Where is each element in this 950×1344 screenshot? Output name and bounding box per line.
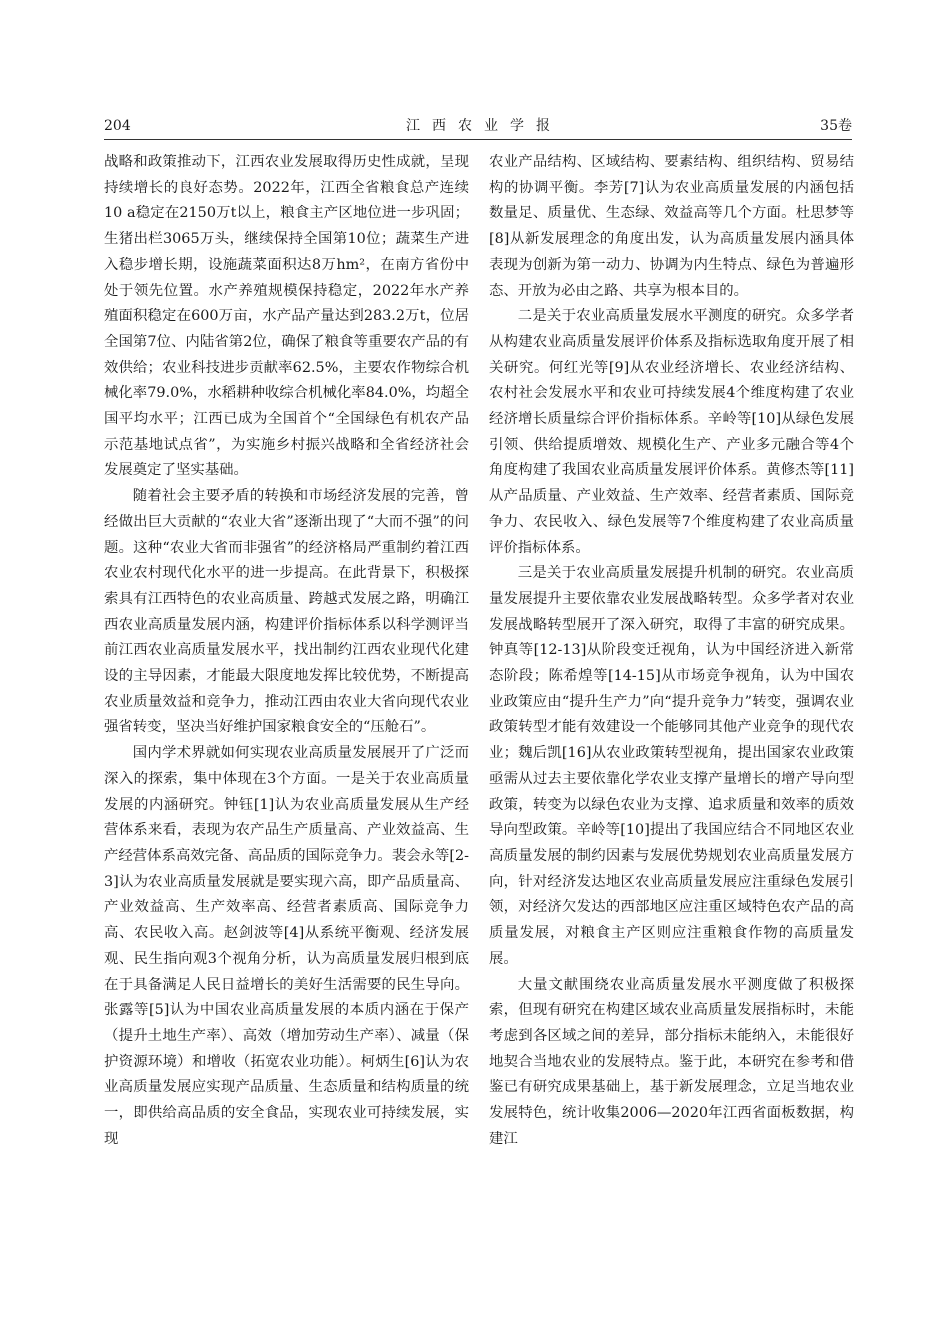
running-header (104, 116, 852, 138)
paragraph: 国内学术界就如何实现农业高质量发展展开了广泛而深入的探索，集中体现在3个方面。一是关于农业高质量发展的内涵研究。钟钰[1]认为农业高质量发展从生产经营体系来看，表现为农产品生产质量高、产业效益高、生产经营体系高效完备、高品质的国际竞争力。裴会永等[2-3]认为农业高质量发展就是要实现六高，即产品质量高、产业效益高、生产效率高、经营者素质高、国际竞争力高、农民收入高。赵剑波等[4]从系统平衡观、经济发展观、民生指向观3个视角分析，认为高质量发展归根到底在于具备满足人民日益增长的美好生活需要的民生导向。张露等[5]认为中国农业高质量发展的本质内涵在于保产（提升土地生产率）、高效（增加劳动生产率）、减量（保护资源环境）和增收（拓宽农业功能）。柯炳生[6]认为农业高质量发展应实现产品质量、生态质量和结构质量的统一，即供给高品质的安全食品，实现农业可持续发展，实现 (104, 745, 469, 1147)
paragraph: 战略和政策推动下，江西农业发展取得历史性成就，呈现持续增长的良好态势。2022年，江西全省粮食总产连续10 a稳定在2150万t以上，粮食主产区地位进一步巩固；生猪出栏3065万头，继续保持全国第10位；蔬菜生产进入稳步增长期，设施蔬菜面积达8万hm²，在南方省份中处于领先位置。水产养殖规模保持稳定，2022年水产养殖面积稳定在600万亩，水产品产量达到283.2万t，位居全国第7位、内陆省第2位，确保了粮食等重要农产品的有效供给；农业科技进步贡献率62.5%，主要农作物综合机械化率79.0%，水稻耕种收综合机械化率84.0%，均超全国平均水平；江西已成为全国首个“全国绿色有机农产品示范基地试点省”，为实施乡村振兴战略和全省经济社会发展奠定了坚实基础。 (104, 154, 469, 479)
left-column (104, 150, 469, 1270)
paragraph: 二是关于农业高质量发展水平测度的研究。众多学者从构建农业高质量发展评价体系及指标选取角度开展了相关研究。何红光等[9]从农业经济增长、农业经济结构、农村社会发展水平和农业可持续发展4个维度构建了农业经济增长质量综合评价指标体系。辛岭等[10]从绿色发展引领、供给提质增效、规模化生产、产业多元融合等4个角度构建了我国农业高质量发展评价体系。黄修杰等[11]从产品质量、产业效益、生产效率、经营者素质、国际竞争力、农民收入、绿色发展等7个维度构建了农业高质量评价指标体系。 (489, 308, 854, 556)
volume-label: 35卷 (820, 118, 852, 134)
header-rule (104, 139, 852, 140)
paragraph: 随着社会主要矛盾的转换和市场经济发展的完善，曾经做出巨大贡献的“农业大省”逐渐出现了“大而不强”的问题。这种“农业大省而非强省”的经济格局严重制约着江西农业农村现代化水平的进一步提高。在此背景下，积极探索具有江西特色的农业高质量、跨越式发展之路，明确江西农业高质量发展内涵，构建评价指标体系以科学测评当前江西农业高质量发展水平，找出制约江西农业现代化建设的主导因素，才能最大限度地发挥比较优势，不断提高农业质量效益和竞争力，推动江西由农业大省向现代农业强省转变，坚决当好维护国家粮食安全的“压舱石”。 (104, 488, 469, 736)
paragraph: 大量文献围绕农业高质量发展水平测度做了积极探索，但现有研究在构建区域农业高质量发展指标时，未能考虑到各区域之间的差异，部分指标未能纳入，未能很好地契合当地农业的发展特点。鉴于此，本研究在参考和借鉴已有研究成果基础上，基于新发展理念，立足当地农业发展特色，统计收集2006—2020年江西省面板数据，构建江 (489, 976, 854, 1147)
page-number: 204 (104, 118, 131, 134)
paragraph: 三是关于农业高质量发展提升机制的研究。农业高质量发展提升主要依靠农业发展战略转型。众多学者对农业发展战略转型展开了深入研究，取得了丰富的研究成果。钟真等[12-13]从阶段变迁视角，认为中国经济进入新常态阶段；陈希煌等[14-15]从市场竞争视角，认为中国农业政策应由“提升生产力”向“提升竞争力”转变，强调农业政策转型才能有效建设一个能够同其他产业竞争的现代农业；魏后凯[16]从农业政策转型视角，提出国家农业政策亟需从过去主要依靠化学农业支撑产量增长的增产导向型政策，转变为以绿色农业为支撑、追求质量和效率的质效导向型政策。辛岭等[10]提出了我国应结合不同地区农业高质量发展的制约因素与发展优势规划农业高质量发展方向，针对经济发达地区农业高质量发展应注重绿色发展引领，对经济欠发达的西部地区应注重区域特色农产品的高质量发展，对粮食主产区则应注重粮食作物的高质量发展。 (489, 565, 854, 967)
paragraph: 农业产品结构、区域结构、要素结构、组织结构、贸易结构的协调平衡。李芳[7]认为农业高质量发展的内涵包括数量足、质量优、生态绿、效益高等几个方面。杜思梦等[8]从新发展理念的角度出发，认为高质量发展内涵具体表现为创新为第一动力、协调为内生特点、绿色为普遍形态、开放为必由之路、共享为根本目的。 (489, 154, 854, 299)
right-column (489, 150, 854, 1270)
journal-title: 江西农业学报 (406, 118, 562, 134)
